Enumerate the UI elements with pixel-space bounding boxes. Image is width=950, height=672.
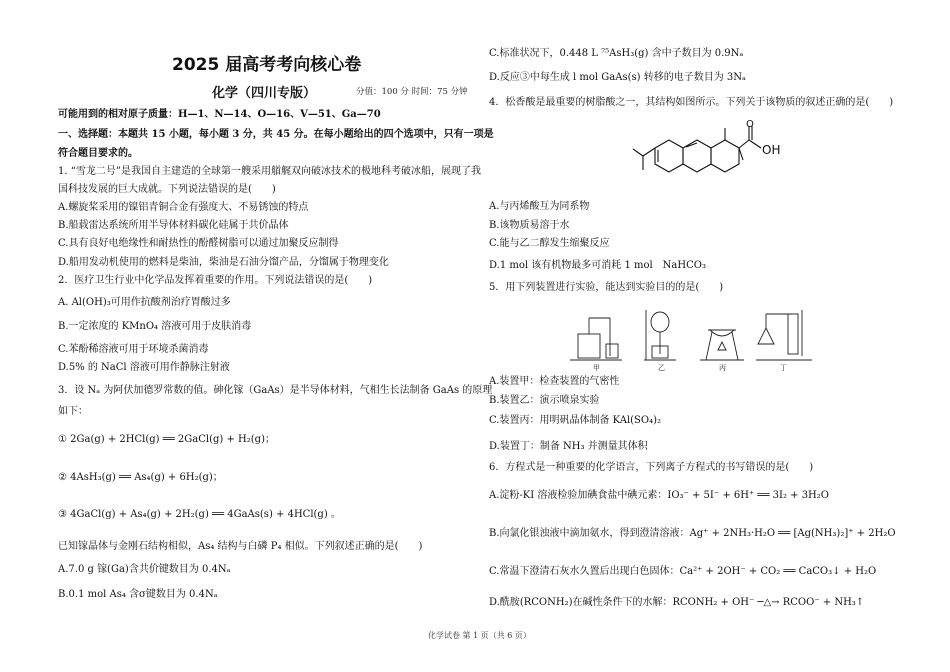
section-heading-line2: 符合题目要求的。 [58,148,138,159]
q3-option-c: C.标准状况下，0.448 L ⁷⁵AsH₃(g) 含中子数目为 0.9Nₐ [489,48,744,59]
q6-option-d: D.酰胺(RCONH₂)在碱性条件下的水解：RCONH₂ + OH⁻ ─△→ RCOO⁻ + NH₃↑ [489,597,865,608]
q3-option-a: A.7.0 g 镓(Ga)含共价键数目为 0.4Nₐ [58,564,231,575]
q4-option-a: A.与丙烯酸互为同系物 [489,201,590,212]
q1-option-a: A.螺旋桨采用的镍铝青铜合金有强度大、不易锈蚀的特点 [58,202,309,213]
q1-option-c: C.具有良好电绝缘性和耐热性的酚醛树脂可以通过加聚反应制得 [58,238,339,249]
q6-option-c: C.常温下澄清石灰水久置后出现白色固体：Ca²⁺ + 2OH⁻ + CO₂ ══ CaCO₃↓ + H₂O [489,566,877,577]
atomic-masses: 可能用到的相对原子质量：H—1、N—14、O—16、V—51、Ga—70 [58,109,381,120]
page-title: 2025 届高考考向核心卷 [172,55,362,75]
q5-option-c: C.装置丙：用明矾晶体制备 KAl(SO₄)₂ [489,415,662,426]
apparatus-label-2: 乙 [658,364,665,372]
section-heading-line1: 一、选择题：本题共 15 小题，每小题 3 分，共 45 分。在每小题给出的四个选项中，只有一项是 [58,129,494,140]
q3-option-b: B.0.1 mol As₄ 含σ键数目为 0.4Nₐ [58,589,218,600]
q3-option-d: D.反应③中每生成 l mol GaAs(s) 转移的电子数目为 3Nₐ [489,72,746,83]
apparatus-label-3: 丙 [719,364,726,372]
q2-option-c: C.苯酚稀溶液可用于环境杀菌消毒 [58,344,209,355]
q1-option-d: D.船用发动机使用的燃料是柴油，柴油是石油分馏产品，分馏属于物理变化 [58,257,389,268]
q4-option-d: D.1 mol 该有机物最多可消耗 1 mol NaHCO₃ [489,260,706,271]
q1-stem-line1: 1. “雪龙二号”是我国自主建造的全球第一艘采用艏艉双向破冰技术的极地科考破冰船，展现了我 [58,166,481,177]
q3-stem-line1: 3．设 Nₐ 为阿伏加德罗常数的值。砷化镓（GaAs）是半导体材料，气相生长法制备 GaAs 的原理 [58,385,493,396]
q4-option-b: B.该物质易溶于水 [489,220,570,231]
page-footer: 化学试卷 第 1 页（共 6 页） [428,631,531,640]
apparatus-label-4: 丁 [780,364,787,372]
apparatus-label-1: 甲 [593,364,600,372]
q3-equation-3: ③ 4GaCl(g) + As₄(g) + 2H₂(g) ══ 4GaAs(s) + 4HCl(g) 。 [58,509,341,520]
q5-option-b: B.装置乙：演示喷泉实验 [489,395,600,406]
q5-option-a: A.装置甲：检查装置的气密性 [489,376,620,387]
q5-option-d: D.装置丁：制备 NH₃ 并测量其体积 [489,441,648,452]
q3-stem-line2: 如下： [58,406,88,417]
q3-equation-2: ② 4AsH₃(g) ══ As₄(g) + 6H₂(g)； [58,472,223,483]
q1-option-b: B.船载雷达系统所用半导体材料碳化硅属于共价晶体 [58,220,289,231]
q4-stem: 4．松香酸是最重要的树脂酸之一，其结构如图所示。下列关于该物质的叙述正确的是( ) [489,97,894,108]
q6-option-a: A.淀粉-KI 溶液检验加碘食盐中碘元素：IO₃⁻ + 5I⁻ + 6H⁺ ══ 3I₂ + 3H₂O [489,490,829,501]
q2-option-a: A. Al(OH)₃可用作抗酸剂治疗胃酸过多 [58,297,231,308]
score-time: 分值：100 分 时间：75 分钟 [356,87,468,97]
q2-option-d: D.5% 的 NaCl 溶液可用作静脉注射液 [58,362,230,373]
q4-option-c: C.能与乙二醇发生缩聚反应 [489,238,610,249]
abietic-acid-structure [625,118,805,196]
subject-title: 化学（四川专版） [212,86,317,101]
q1-stem-line2: 国科技发展的巨大成就。下列说法错误的是( ) [58,184,276,195]
svg-text:O: O [746,119,754,130]
q3-note: 已知镓晶体与金刚石结构相似，As₄ 结构与白磷 P₄ 相似。下列叙述正确的是( ) [58,541,423,552]
q6-stem: 6．方程式是一种重要的化学语言，下列离子方程式的书写错误的是( ) [489,462,814,473]
q5-apparatus-figure [560,300,825,372]
q2-option-b: B.一定浓度的 KMnO₄ 溶液可用于皮肤消毒 [58,321,252,332]
q2-stem: 2．医疗卫生行业中化学品发挥着重要的作用。下列说法错误的是( ) [58,275,373,286]
structure-oh-label: OH [762,143,781,157]
q6-option-b: B.向氯化银浊液中滴加氨水，得到澄清溶液：Ag⁺ + 2NH₃·H₂O ══ [Ag(NH₃)₂]⁺ + 2H₂O [489,528,896,539]
q3-equation-1: ① 2Ga(g) + 2HCl(g) ══ 2GaCl(g) + H₂(g)； [58,434,275,445]
q5-stem: 5．用下列装置进行实验，能达到实验目的的是( ) [489,282,724,293]
